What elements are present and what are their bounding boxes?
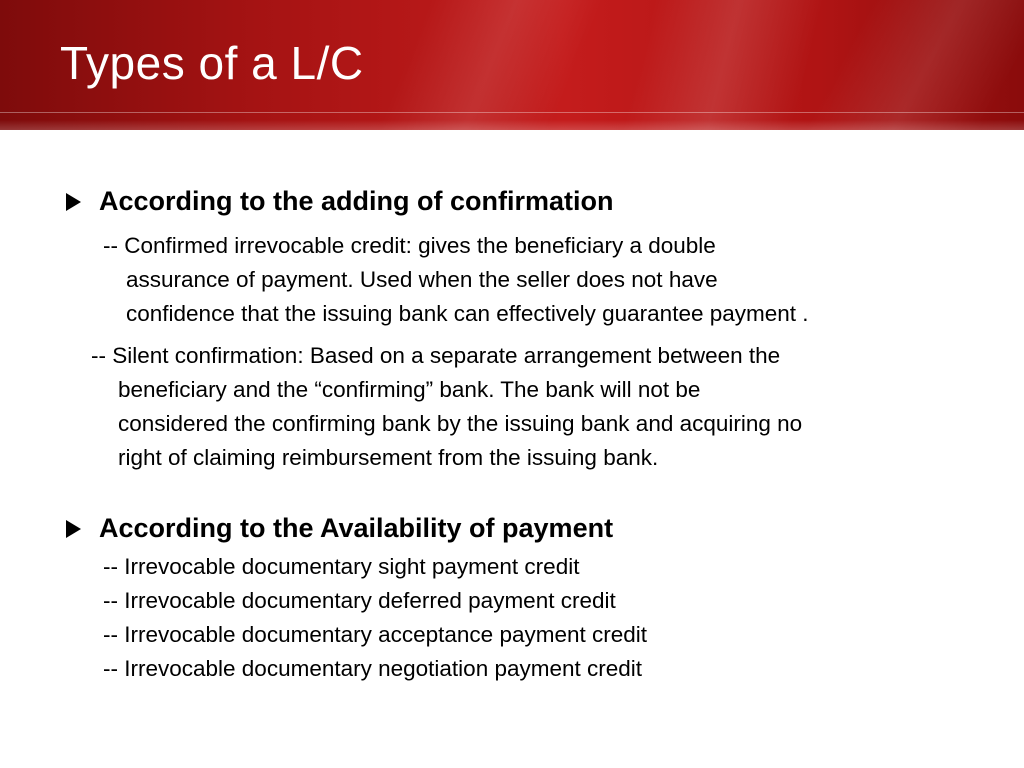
list-item-line: beneficiary and the “confirming” bank. The bank will not be — [118, 377, 701, 402]
list-item-line: -- Irrevocable documentary deferred payment credit — [103, 588, 616, 613]
section-heading-text: According to the adding of confirmation — [99, 186, 614, 216]
list-item-line: considered the confirming bank by the issuing bank and acquiring no — [118, 411, 803, 436]
list-item-line: right of claiming reimbursement from the issuing bank. — [118, 445, 659, 470]
slide-title: Types of a L/C — [60, 37, 364, 89]
section-heading-text: According to the Availability of payment — [99, 513, 614, 543]
list-item-line: -- Irrevocable documentary acceptance payment credit — [103, 622, 648, 647]
section-heading-confirmation — [66, 186, 613, 217]
list-item-line: -- Irrevocable documentary negotiation payment credit — [103, 656, 643, 681]
list-item-line: assurance of payment. Used when the seller does not have — [126, 267, 718, 292]
arrow-bullet-icon — [66, 520, 81, 538]
list-item-line: -- Irrevocable documentary sight payment credit — [103, 554, 580, 579]
arrow-bullet-icon — [66, 193, 81, 211]
list-item-line: confidence that the issuing bank can effectively guarantee payment . — [126, 301, 809, 326]
section-heading-availability — [66, 513, 613, 544]
list-item-line: -- Silent confirmation: Based on a separate arrangement between the — [91, 343, 781, 368]
list-item-line: -- Confirmed irrevocable credit: gives the beneficiary a double — [103, 233, 716, 258]
